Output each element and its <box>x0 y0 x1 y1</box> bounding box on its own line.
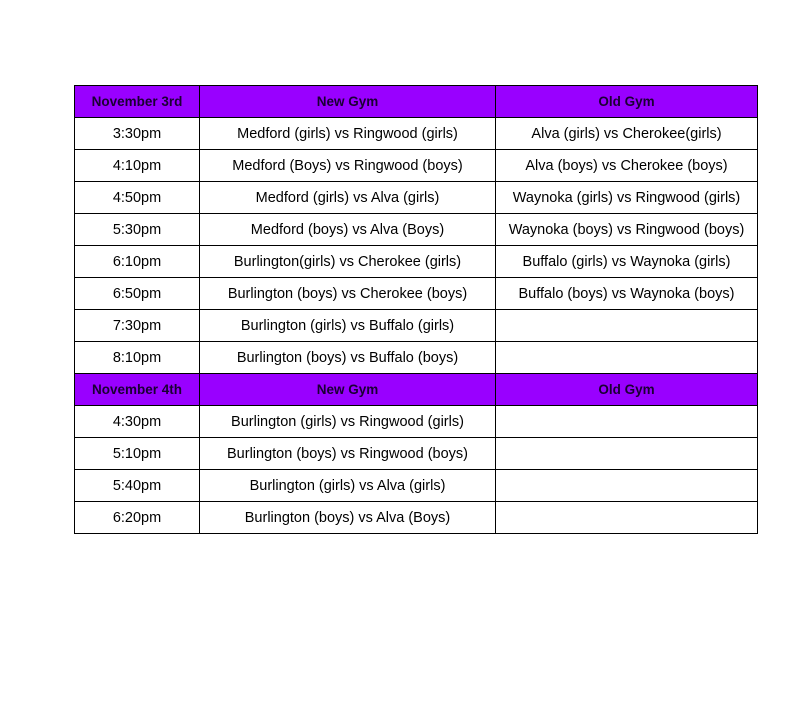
new-gym-game: Burlington (girls) vs Buffalo (girls) <box>200 310 496 342</box>
old-gym-game <box>496 438 758 470</box>
table-row <box>75 246 758 278</box>
table-row <box>75 118 758 150</box>
table-row <box>75 310 758 342</box>
time-cell: 5:30pm <box>75 214 200 246</box>
time-cell: 4:50pm <box>75 182 200 214</box>
new-gym-game: Burlington(girls) vs Cherokee (girls) <box>200 246 496 278</box>
old-gym-game: Alva (girls) vs Cherokee(girls) <box>496 118 758 150</box>
table-row <box>75 502 758 534</box>
new-gym-game: Burlington (boys) vs Alva (Boys) <box>200 502 496 534</box>
new-gym-game: Medford (girls) vs Ringwood (girls) <box>200 118 496 150</box>
table-row <box>75 342 758 374</box>
table-row <box>75 406 758 438</box>
table-row <box>75 438 758 470</box>
new-gym-game: Burlington (boys) vs Cherokee (boys) <box>200 278 496 310</box>
new-gym-game: Burlington (girls) vs Alva (girls) <box>200 470 496 502</box>
time-cell: 4:30pm <box>75 406 200 438</box>
schedule-body <box>75 86 758 534</box>
new-gym-game: Burlington (girls) vs Ringwood (girls) <box>200 406 496 438</box>
time-cell: 5:40pm <box>75 470 200 502</box>
table-row <box>75 470 758 502</box>
new-gym-game: Medford (girls) vs Alva (girls) <box>200 182 496 214</box>
new-gym-game: Burlington (boys) vs Ringwood (boys) <box>200 438 496 470</box>
table-row <box>75 278 758 310</box>
table-row <box>75 150 758 182</box>
old-gym-game: Waynoka (girls) vs Ringwood (girls) <box>496 182 758 214</box>
old-gym-game <box>496 310 758 342</box>
old-gym-game: Alva (boys) vs Cherokee (boys) <box>496 150 758 182</box>
old-gym-game <box>496 342 758 374</box>
section-header-row <box>75 86 758 118</box>
new-gym-header: New Gym <box>200 374 496 406</box>
time-cell: 7:30pm <box>75 310 200 342</box>
schedule-table <box>74 85 758 534</box>
time-cell: 6:50pm <box>75 278 200 310</box>
new-gym-header: New Gym <box>200 86 496 118</box>
old-gym-header: Old Gym <box>496 374 758 406</box>
old-gym-game <box>496 470 758 502</box>
new-gym-game: Medford (Boys) vs Ringwood (boys) <box>200 150 496 182</box>
old-gym-game: Buffalo (girls) vs Waynoka (girls) <box>496 246 758 278</box>
time-cell: 4:10pm <box>75 150 200 182</box>
new-gym-game: Medford (boys) vs Alva (Boys) <box>200 214 496 246</box>
time-cell: 5:10pm <box>75 438 200 470</box>
table-row <box>75 182 758 214</box>
new-gym-game: Burlington (boys) vs Buffalo (boys) <box>200 342 496 374</box>
old-gym-game <box>496 406 758 438</box>
time-cell: 8:10pm <box>75 342 200 374</box>
old-gym-game: Buffalo (boys) vs Waynoka (boys) <box>496 278 758 310</box>
section-date: November 3rd <box>75 86 200 118</box>
time-cell: 6:10pm <box>75 246 200 278</box>
old-gym-game <box>496 502 758 534</box>
table-row <box>75 214 758 246</box>
old-gym-header: Old Gym <box>496 86 758 118</box>
time-cell: 6:20pm <box>75 502 200 534</box>
section-date: November 4th <box>75 374 200 406</box>
old-gym-game: Waynoka (boys) vs Ringwood (boys) <box>496 214 758 246</box>
time-cell: 3:30pm <box>75 118 200 150</box>
section-header-row <box>75 374 758 406</box>
